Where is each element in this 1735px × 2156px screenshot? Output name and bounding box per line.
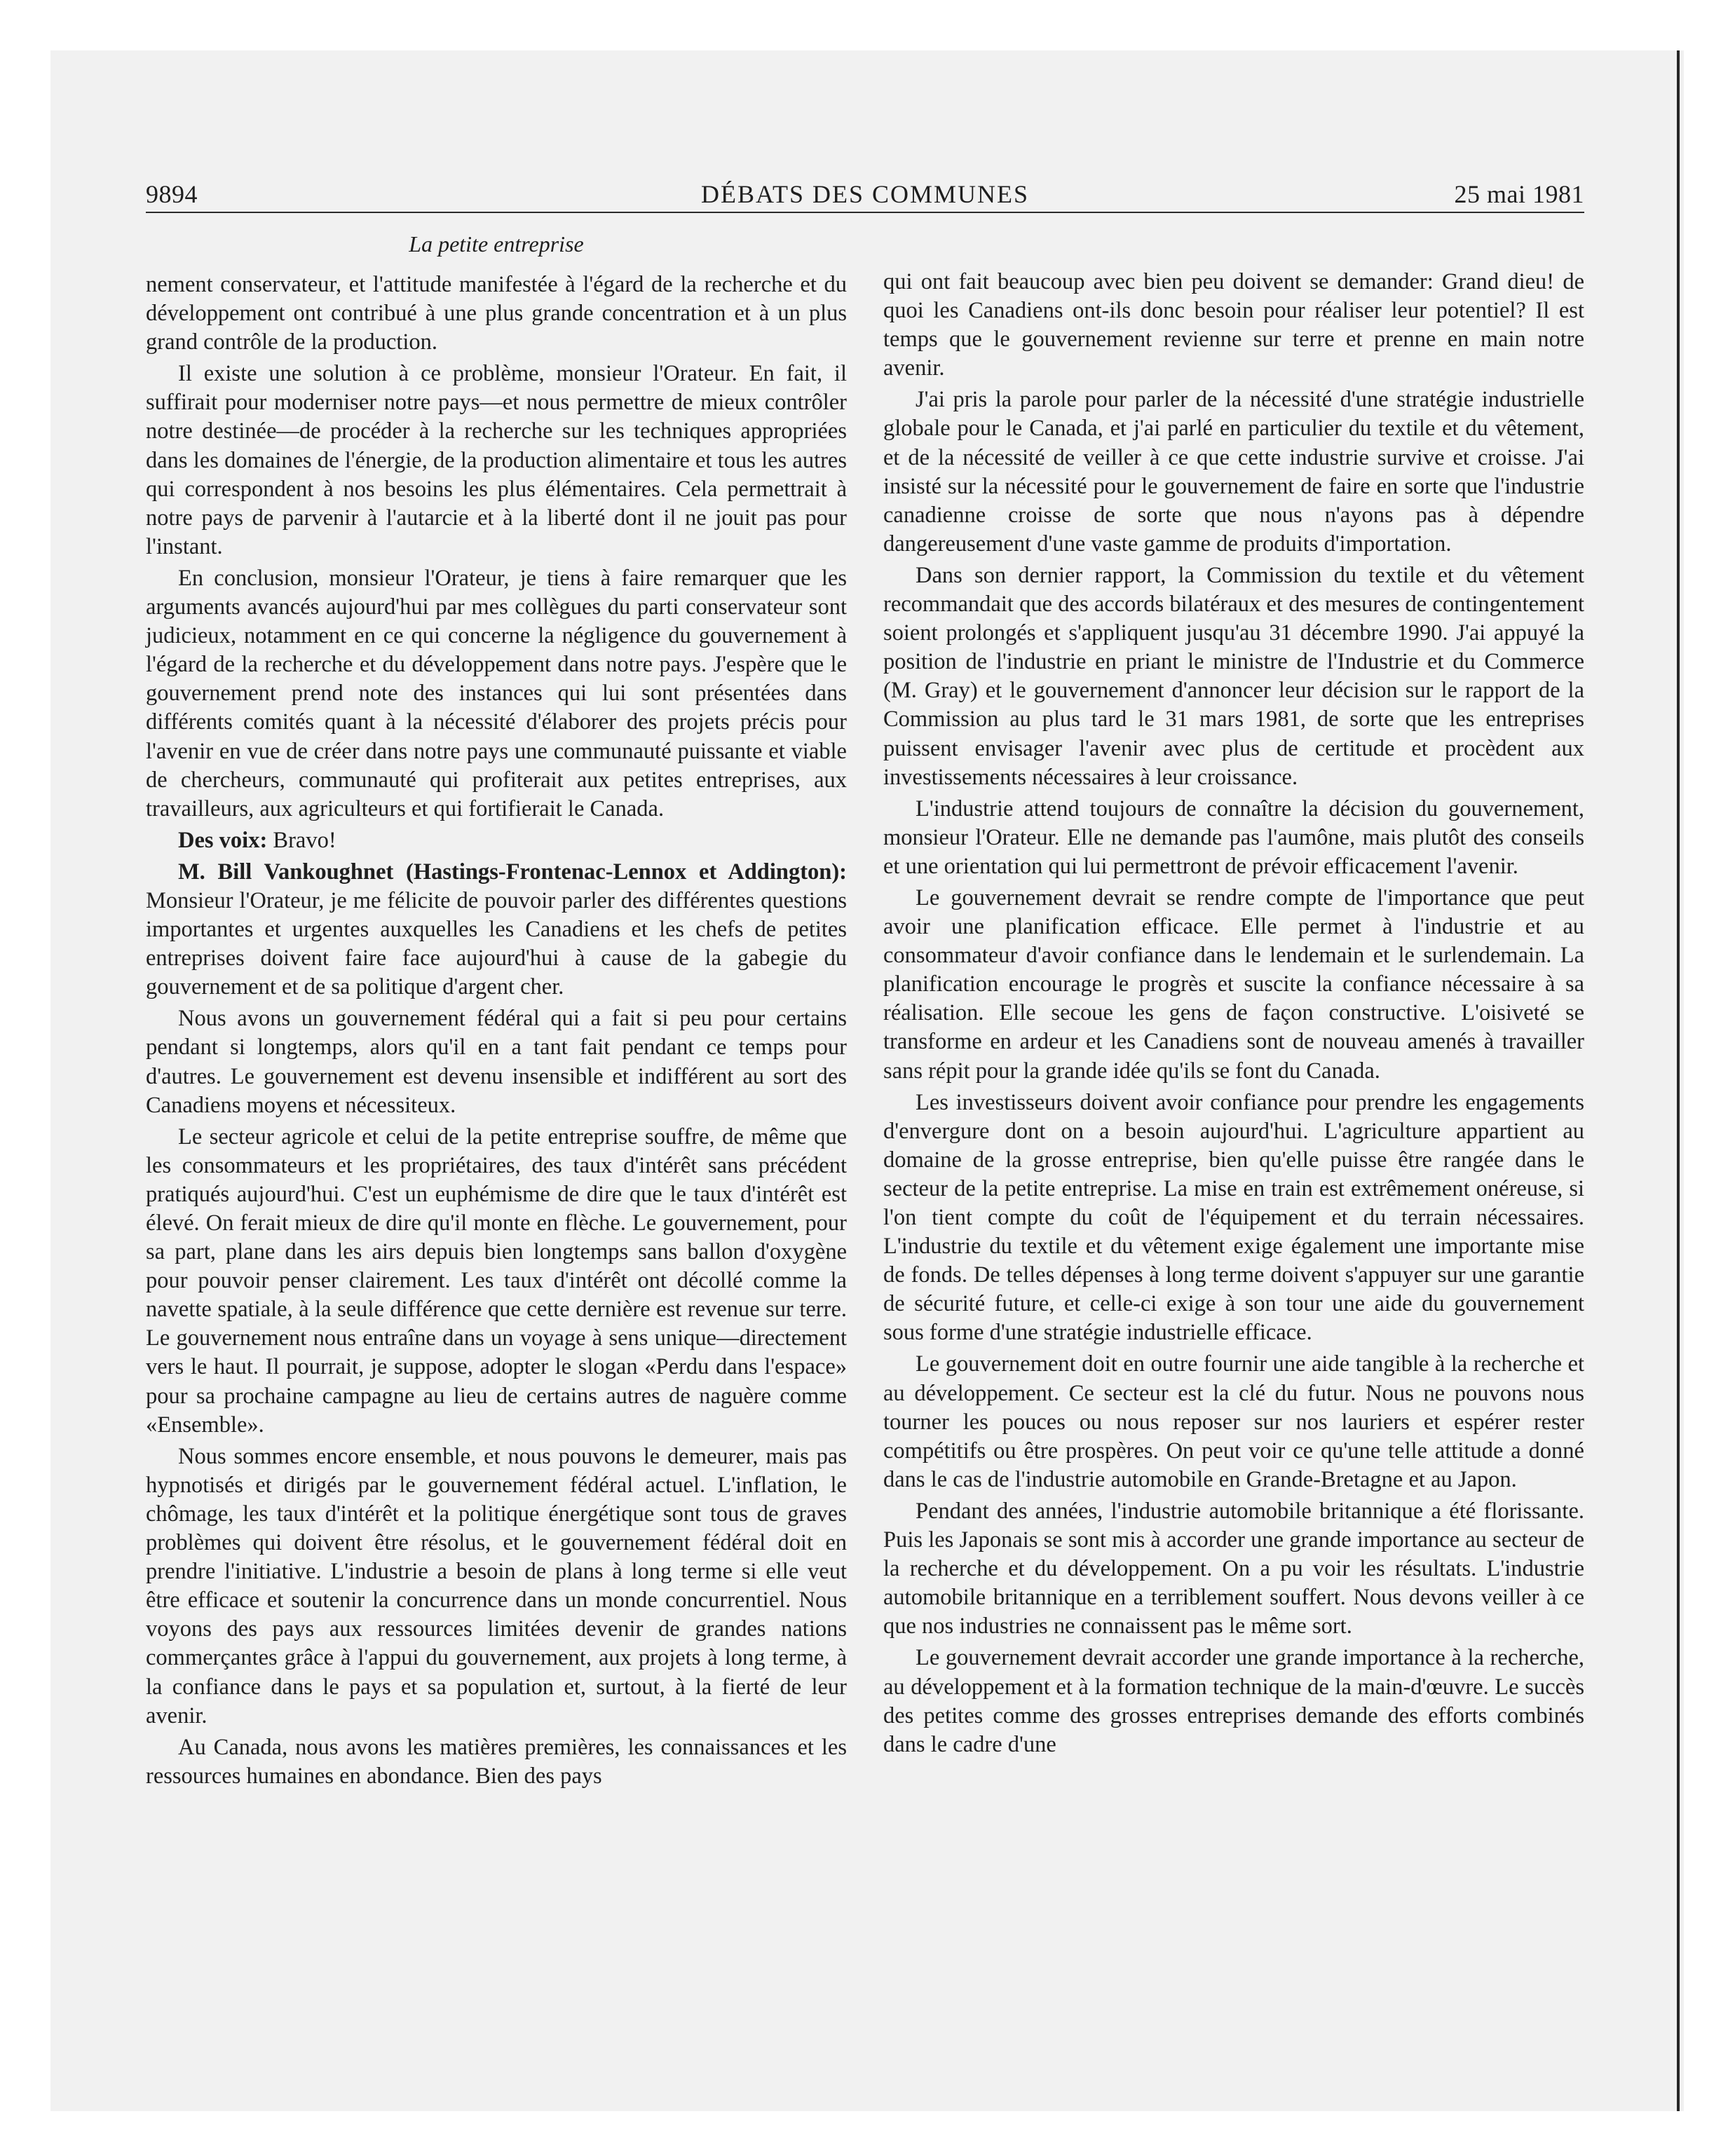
paragraph	[146, 564, 847, 824]
paragraph	[146, 826, 847, 855]
right-column	[883, 268, 1584, 1759]
publication-date: 25 mai 1981	[1454, 180, 1584, 208]
paragraph-text: Le secteur agricole et celui de la petite entreprise souffre, de même que les consommateurs et les propriétaires, des taux d'intérêt sans précédent pratiqués aujourd'hui. C'est un euphémisme de dire que le taux d'intérêt est élevé. On ferait mieux de dire qu'il monte en flèche. Le gouvernement, pour sa part, plane dans les airs depuis bien longtemps sans ballon d'oxygène pour pouvoir penser clairement. Les taux d'intérêt ont décollé comme la navette spatiale, à la seule différence que cette dernière est revenue sur terre. Le gouvernement nous entraîne dans un voyage à sens unique—directement vers le haut. Il pourrait, je suppose, adopter le slogan «Perdu dans l'espace» pour sa prochaine campagne au lieu de certains autres de naguère comme «Ensemble».	[146, 1124, 847, 1438]
paragraph	[146, 1733, 847, 1791]
paragraph-text: Au Canada, nous avons les matières premières, les connaissances et les ressources humaines en abondance. Bien des pays	[146, 1734, 847, 1789]
paragraph	[883, 795, 1584, 881]
paragraph-text: Monsieur l'Orateur, je me félicite de pouvoir parler des différentes questions importantes et urgentes auxquelles les Canadiens et les chefs de petites entreprises doivent faire face aujourd'hui à cause de la gabegie du gouvernement et de sa politique d'argent cher.	[146, 887, 847, 1000]
speaker-name: M. Bill Vankoughnet (Hastings-Frontenac-Lennox et Addington):	[178, 859, 847, 885]
paragraph-text: Le gouvernement devrait accorder une grande importance à la recherche, au développement et à la formation technique de la main-d'œuvre. Le succès des petites comme des grosses entreprises demande des efforts combinés dans le cadre d'une	[883, 1645, 1584, 1757]
paragraph-text: Le gouvernement doit en outre fournir une aide tangible à la recherche et au développement. Ce secteur est la clé du futur. Nous ne pouvons nous tourner les pouces ou nous reposer sur nos lauriers et espérer rester compétitifs ou être prospères. On peut voir ce qu'une telle attitude a donné dans le cas de l'industrie automobile en Grande-Bretagne et au Japon.	[883, 1351, 1584, 1492]
journal-title: DÉBATS DES COMMUNES	[700, 180, 1030, 208]
paragraph	[146, 271, 847, 357]
paragraph-text: Nous sommes encore ensemble, et nous pouvons le demeurer, mais pas hypnotisés et dirigés par le gouvernement fédéral actuel. L'inflation, le chômage, les taux d'intérêt et la politique énergétique sont tous de graves problèmes qui doivent être résolus, et le gouvernement fédéral doit en prendre l'initiative. L'industrie a besoin de plans à long terme si elle veut être efficace et soutenir la concurrence dans un monde concurrentiel. Nous voyons des pays aux ressources limitées devenir de grandes nations commerçantes grâce à l'appui du gouvernement, aux projets à long terme, à la confiance dans le pays et sa population et, surtout, à la fierté de leur avenir.	[146, 1443, 847, 1728]
paragraph-text: Bravo!	[267, 827, 336, 853]
paragraph-text: Les investisseurs doivent avoir confiance pour prendre les engagements d'envergure dont on a besoin aujourd'hui. L'agriculture appartient au domaine de la grosse entreprise, bien qu'elle puisse être rangée dans le secteur de la petite entreprise. La mise en train est extrêmement onéreuse, si l'on tient compte du coût de l'équipement et du terrain nécessaires. L'industrie du textile et du vêtement exige également une importante mise de fonds. De telles dépenses à long terme doivent s'appuyer sur une garantie de sécurité future, et celle-ci exige à son tour une aide du gouvernement sous forme d'une stratégie industrielle efficace.	[883, 1089, 1584, 1346]
paragraph	[883, 1497, 1584, 1641]
paragraph	[883, 1089, 1584, 1348]
paragraph-text: qui ont fait beaucoup avec bien peu doivent se demander: Grand dieu! de quoi les Canadiens ont-ils donc besoin pour réaliser leur potentiel? Il est temps que le gouvernement revienne sur terre et prenne en main notre avenir.	[883, 269, 1584, 381]
paragraph-text: Le gouvernement devrait se rendre compte de l'importance que peut avoir une planification efficace. Elle permet à l'industrie et au consommateur d'avoir confiance dans le lendemain et le surlendemain. La planification encourage le progrès et suscite la confiance nécessaire à sa réalisation. Elle secoue les gens de façon constructive. L'oisiveté se transforme en ardeur et les Canadiens sont de nouveau amenés à travailler sans répit pour la grande idée qu'ils se font du Canada.	[883, 885, 1584, 1084]
paragraph	[146, 858, 847, 1002]
paragraph	[883, 884, 1584, 1086]
speaker-name: Des voix:	[178, 827, 268, 853]
page-number: 9894	[146, 180, 198, 208]
paragraph	[883, 561, 1584, 792]
scan-edge-line	[1677, 50, 1680, 2111]
paragraph-text: J'ai pris la parole pour parler de la nécessité d'une stratégie industrielle globale pour le Canada, et j'ai parlé en particulier du textile et du vêtement, et de la nécessité de veiller à ce que cette industrie survive et croisse. J'ai insisté sur la nécessité pour le gouvernement de faire en sorte que l'industrie canadienne croisse de sorte que nous n'ayons pas à dépendre dangereusement d'une vaste gamme de produits d'importation.	[883, 387, 1584, 557]
paragraph	[883, 1644, 1584, 1759]
paragraph-text: En conclusion, monsieur l'Orateur, je tiens à faire remarquer que les arguments avancés aujourd'hui par mes collègues du parti conservateur sont judicieux, notamment en ce qui concerne la négligence du gouvernement à l'égard de la recherche et du développement dans notre pays. J'espère que le gouvernement prend note des instances qui lui sont présentées dans différents comités quant à la nécessité d'élaborer des projets précis pour l'avenir en vue de créer dans notre pays une communauté puissante et viable de chercheurs, communauté qui profiterait aux petites entreprises, aux travailleurs, aux agriculteurs et qui fortifierait le Canada.	[146, 565, 847, 821]
paragraph-text: Dans son dernier rapport, la Commission du textile et du vêtement recommandait que des accords bilatéraux et des mesures de contingentement soient prolongés et s'appliquent jusqu'au 31 décembre 1990. J'ai appuyé la position de l'industrie en priant le ministre de l'Industrie et du Commerce (M. Gray) et le gouvernement d'annoncer leur décision sur le rapport de la Commission au plus tard le 31 mars 1981, de sorte que les entreprises puissent envisager l'avenir avec plus de certitude et procèdent aux investissements nécessaires à leur croissance.	[883, 562, 1584, 790]
paragraph	[883, 386, 1584, 559]
paragraph	[146, 360, 847, 561]
paragraph-text: nement conservateur, et l'attitude manifestée à l'égard de la recherche et du développement ont contribué à une plus grande concentration et à un plus grand contrôle de la production.	[146, 272, 847, 355]
paragraph	[883, 1350, 1584, 1494]
page-header	[146, 179, 1584, 214]
left-column	[146, 271, 847, 1791]
paragraph-text: L'industrie attend toujours de connaître la décision du gouvernement, monsieur l'Orateur. Elle ne demande pas l'aumône, mais plutôt des conseils et une orientation qui lui permettront de prévoir efficacement l'avenir.	[883, 796, 1584, 879]
paragraph	[883, 268, 1584, 383]
paragraph	[146, 1004, 847, 1119]
header-rule	[146, 212, 1584, 213]
paragraph-text: Pendant des années, l'industrie automobile britannique a été florissante. Puis les Japonais se sont mis à accorder une grande importance au secteur de la recherche et du développement. On a pu voir les résultats. L'industrie automobile britannique en a terriblement souffert. Nous devons veiller à ce que nos industries ne connaissent pas le même sort.	[883, 1498, 1584, 1639]
running-title: La petite entreprise	[409, 231, 584, 257]
paragraph	[146, 1123, 847, 1440]
paragraph-text: Nous avons un gouvernement fédéral qui a fait si peu pour certains pendant si longtemps, alors qu'il en a tant fait pendant ce temps pour d'autres. Le gouvernement est devenu insensible et indifférent au sort des Canadiens moyens et nécessiteux.	[146, 1006, 847, 1118]
paragraph-text: Il existe une solution à ce problème, monsieur l'Orateur. En fait, il suffirait pour moderniser notre pays—et nous permettre de mieux contrôler notre destinée—de procéder à la recherche sur les techniques appropriées dans les domaines de l'énergie, de la production alimentaire et tous les autres qui correspondent à nos besoins les plus élémentaires. Cela permettrait à notre pays de parvenir à l'autarcie et à la liberté dont il ne jouit pas pour l'instant.	[146, 361, 847, 559]
paragraph	[146, 1442, 847, 1731]
